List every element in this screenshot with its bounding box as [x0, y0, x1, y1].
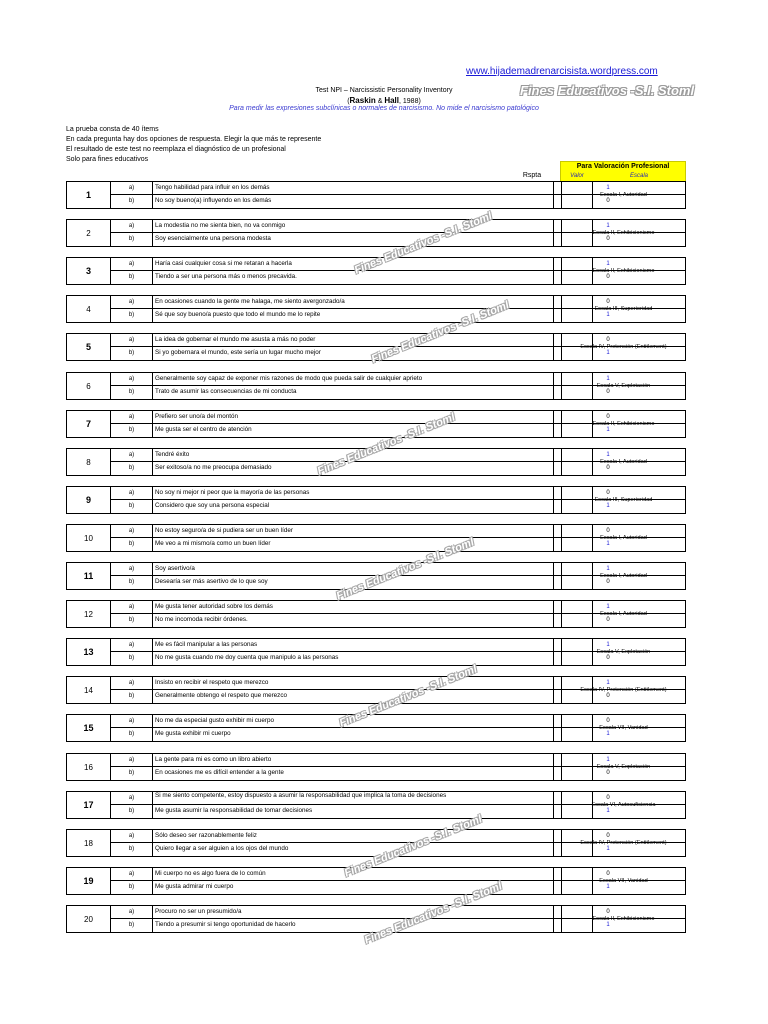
intro-line: El resultado de este test no reemplaza el diagnóstico de un profesional [66, 146, 286, 153]
option-a-text: Me gusta tener autoridad sobre los demás [154, 601, 554, 613]
option-b-text: No me incomoda recibir órdenes. [154, 614, 554, 627]
value-a: 0 [606, 718, 610, 724]
professional-title: Para Valoración Profesional [576, 163, 670, 170]
question-number: 5 [67, 334, 111, 360]
question-block [66, 791, 686, 819]
question-number: 19 [67, 868, 111, 894]
question-number: 11 [67, 563, 111, 589]
option-b-text: Quiero llegar a ser alguien a los ojos del mundo [154, 843, 554, 856]
page-title: Test NPI – Narcissistic Personality Inventory [315, 87, 453, 94]
option-b-text: No soy bueno(a) influyendo en los demás [154, 195, 554, 208]
value-a: 0 [606, 414, 610, 420]
question-number: 14 [67, 677, 111, 703]
question-block [66, 410, 686, 438]
question-block [66, 524, 686, 552]
value-a: 1 [606, 261, 610, 267]
option-a-text: Generalmente soy capaz de exponer mis razones de modo que pueda salir de cualquier aprieto [154, 373, 554, 385]
intro-line: En cada pregunta hay dos opciones de respuesta. Elegir la que más te represente [66, 136, 322, 143]
value-a: 1 [606, 376, 610, 382]
question-number: 20 [67, 906, 111, 932]
value-b: 0 [606, 198, 610, 204]
question-block [66, 333, 686, 361]
intro-text [66, 125, 321, 165]
option-a-text: La modestia no me sienta bien, no va conmigo [154, 220, 554, 232]
option-a-text: Mi cuerpo no es algo fuera de lo común [154, 868, 554, 880]
option-a-letter: a) [111, 411, 153, 423]
question-block [66, 676, 686, 704]
option-b-text: Me gusta ser el centro de atención [154, 424, 554, 437]
option-b-text: Tiendo a presumir si tengo oportunidad de hacerlo [154, 919, 554, 932]
option-b-letter: b) [111, 309, 153, 322]
brand-logo: Fines Educativos -S.I. Stoml [520, 83, 695, 98]
watermark: Fines Educativos -S.I. Stoml [369, 299, 511, 366]
option-b-letter: b) [111, 919, 153, 932]
escala-header: Escala [629, 173, 648, 179]
option-a-text: Insisto en recibir el respeto que merezco [154, 677, 554, 689]
option-a-letter: a) [111, 601, 153, 613]
option-a-text: La idea de gobernar el mundo me asusta a más no poder [154, 334, 554, 346]
option-b-letter: b) [111, 690, 153, 703]
option-a-letter: a) [111, 258, 153, 270]
scale-label: Escala V, Explotación [561, 639, 685, 665]
watermark: Fines Educativos -S.I. Stoml [362, 880, 504, 947]
option-a-text: No me da especial gusto exhibir mi cuerpo [154, 715, 554, 727]
option-b-text: En ocasiones me es difícil entender a la gente [154, 767, 554, 780]
value-a: 1 [606, 185, 610, 191]
option-a-letter: a) [111, 449, 153, 461]
question-block [66, 829, 686, 857]
option-a-text: Tendré éxito [154, 449, 554, 461]
value-b: 1 [606, 846, 610, 852]
scale-label: Escala I, Autoridad [561, 182, 685, 208]
value-b: 1 [606, 350, 610, 356]
authors-line [0, 96, 768, 105]
watermark: Fines Educativos -S.I. Stoml [352, 210, 494, 277]
option-b-text: Trato de asumir las consecuencias de mi conducta [154, 386, 554, 399]
valor-header: Valor [570, 173, 584, 179]
option-b-letter: b) [111, 500, 153, 513]
subtitle: Para medir las expresiones subclínicas o normales de narcisismo. No mide el narcisismo patológico [229, 105, 539, 112]
option-b-letter: b) [111, 881, 153, 894]
value-a: 1 [606, 566, 610, 572]
option-a-text: Si me siento competente, estoy dispuesto a asumir la responsabilidad que implica la toma de decisiones [154, 792, 554, 804]
scale-label: Escala I, Autoridad [561, 449, 685, 475]
option-b-letter: b) [111, 538, 153, 551]
question-block [66, 714, 686, 742]
value-b: 0 [606, 693, 610, 699]
value-a: 0 [606, 490, 610, 496]
value-b: 1 [606, 427, 610, 433]
watermark: Fines Educativos -S.I. Stoml [342, 813, 484, 880]
question-number: 4 [67, 296, 111, 322]
option-b-letter: b) [111, 767, 153, 780]
question-number: 1 [67, 182, 111, 208]
professional-header [560, 161, 686, 182]
option-b-letter: b) [111, 462, 153, 475]
question-number: 3 [67, 258, 111, 284]
option-b-text: Me gusta admirar mi cuerpo [154, 881, 554, 894]
option-b-letter: b) [111, 614, 153, 627]
value-a: 1 [606, 452, 610, 458]
question-number: 16 [67, 754, 111, 780]
value-b: 1 [606, 922, 610, 928]
question-block [66, 486, 686, 514]
value-a: 0 [606, 528, 610, 534]
value-a: 0 [606, 871, 610, 877]
option-b-text: Me gusta exhibir mi cuerpo [154, 728, 554, 741]
scale-label: Escala II, Exhibicionismo [561, 220, 685, 246]
value-b: 0 [606, 236, 610, 242]
authors-open: ( [347, 98, 350, 105]
scale-label: Escala IV, Pretensión (Entitlement) [561, 334, 685, 360]
question-number: 13 [67, 639, 111, 665]
value-b: 0 [606, 465, 610, 471]
watermark: Fines Educativos -S.I. Stoml [315, 411, 457, 478]
scale-label: Escala II, Exhibicionismo [561, 411, 685, 437]
question-block [66, 181, 686, 209]
option-b-text: Me gusta asumir la responsabilidad de tomar decisiones [154, 805, 554, 818]
question-block [66, 905, 686, 933]
option-a-letter: a) [111, 677, 153, 689]
scale-label: Escala VII, Vanidad [561, 715, 685, 741]
option-a-text: Procuro no ser un presumido/a [154, 906, 554, 918]
option-b-letter: b) [111, 843, 153, 856]
author-hall: Hall [384, 96, 399, 105]
option-b-text: Ser exitoso/a no me preocupa demasiado [154, 462, 554, 475]
option-b-letter: b) [111, 652, 153, 665]
option-a-letter: a) [111, 525, 153, 537]
value-b: 0 [606, 579, 610, 585]
option-b-text: Si yo gobernara el mundo, este sería un lugar mucho mejor [154, 347, 554, 360]
scale-label: Escala IV, Pretensión (Entitlement) [561, 830, 685, 856]
intro-line: Solo para fines educativos [66, 156, 149, 163]
value-a: 1 [606, 604, 610, 610]
question-block [66, 257, 686, 285]
rspta-header: Rspta [522, 172, 542, 179]
intro-line: La prueba consta de 40 ítems [66, 126, 159, 133]
question-block [66, 753, 686, 781]
option-b-letter: b) [111, 805, 153, 818]
question-block [66, 600, 686, 628]
question-number: 10 [67, 525, 111, 551]
option-b-text: Generalmente obtengo el respeto que merezco [154, 690, 554, 703]
value-b: 1 [606, 808, 610, 814]
option-a-text: Me es fácil manipular a las personas [154, 639, 554, 651]
value-b: 0 [606, 617, 610, 623]
question-number: 6 [67, 373, 111, 399]
value-b: 1 [606, 541, 610, 547]
scale-label: Escala VII, Vanidad [561, 868, 685, 894]
value-a: 0 [606, 795, 610, 801]
option-a-letter: a) [111, 373, 153, 385]
value-b: 1 [606, 312, 610, 318]
option-a-letter: a) [111, 220, 153, 232]
option-b-text: Soy esencialmente una persona modesta [154, 233, 554, 246]
option-b-letter: b) [111, 576, 153, 589]
scale-label: Escala III, Superioridad [561, 487, 685, 513]
question-number: 8 [67, 449, 111, 475]
value-a: 0 [606, 833, 610, 839]
scale-label: Escala IV, Pretensión (Entitlement) [561, 677, 685, 703]
value-a: 0 [606, 299, 610, 305]
question-block [66, 295, 686, 323]
option-b-text: Me veo a mi mismo/a como un buen líder [154, 538, 554, 551]
value-b: 1 [606, 503, 610, 509]
question-block [66, 638, 686, 666]
option-a-text: No soy ni mejor ni peor que la mayoría de las personas [154, 487, 554, 499]
option-a-letter: a) [111, 182, 153, 194]
option-a-letter: a) [111, 830, 153, 842]
value-b: 0 [606, 274, 610, 280]
scale-label: Escala III, Superioridad [561, 296, 685, 322]
question-block [66, 562, 686, 590]
option-b-text: No me gusta cuando me doy cuenta que manipulo a las personas [154, 652, 554, 665]
option-a-letter: a) [111, 868, 153, 880]
question-block [66, 448, 686, 476]
option-a-letter: a) [111, 296, 153, 308]
option-b-text: Considero que soy una persona especial [154, 500, 554, 513]
question-block [66, 219, 686, 247]
scale-label: Escala V, Explotación [561, 754, 685, 780]
option-b-letter: b) [111, 195, 153, 208]
scale-label: Escala II, Exhibicionismo [561, 258, 685, 284]
authors-year: , 1988) [399, 98, 421, 105]
question-number: 2 [67, 220, 111, 246]
question-number: 7 [67, 411, 111, 437]
option-a-letter: a) [111, 792, 153, 804]
option-a-text: En ocasiones cuando la gente me halaga, me siento avergonzado/a [154, 296, 554, 308]
value-b: 0 [606, 770, 610, 776]
scale-label: Escala I, Autoridad [561, 525, 685, 551]
option-a-text: Tengo habilidad para influir en los demás [154, 182, 554, 194]
option-a-letter: a) [111, 906, 153, 918]
value-b: 0 [606, 389, 610, 395]
option-a-text: Prefiero ser uno/a del montón [154, 411, 554, 423]
option-a-letter: a) [111, 754, 153, 766]
option-a-text: Haría casi cualquier cosa si me retaran a hacerla [154, 258, 554, 270]
option-a-text: Sólo deseo ser razonablemente feliz [154, 830, 554, 842]
option-a-letter: a) [111, 639, 153, 651]
scale-label: Escala I, Autoridad [561, 563, 685, 589]
option-b-letter: b) [111, 424, 153, 437]
option-a-letter: a) [111, 715, 153, 727]
site-link[interactable]: www.hijademadrenarcisista.wordpress.com [466, 66, 658, 77]
option-b-text: Sé que soy bueno/a puesto que todo el mundo me lo repite [154, 309, 554, 322]
option-a-letter: a) [111, 334, 153, 346]
value-a: 1 [606, 757, 610, 763]
value-b: 1 [606, 884, 610, 890]
watermark: Fines Educativos -S.I. Stoml [334, 536, 476, 603]
value-b: 0 [606, 655, 610, 661]
question-number: 12 [67, 601, 111, 627]
option-a-letter: a) [111, 563, 153, 575]
scale-label: Escala VI, Autosuficiencia [561, 792, 685, 818]
question-block [66, 372, 686, 400]
value-a: 0 [606, 337, 610, 343]
option-b-letter: b) [111, 347, 153, 360]
scale-label: Escala II, Exhibicionismo [561, 906, 685, 932]
option-a-letter: a) [111, 487, 153, 499]
option-a-text: No estoy seguro/a de si pudiera ser un buen líder [154, 525, 554, 537]
option-a-text: Soy asertivo/a [154, 563, 554, 575]
value-a: 1 [606, 223, 610, 229]
option-b-letter: b) [111, 386, 153, 399]
option-b-letter: b) [111, 728, 153, 741]
option-b-letter: b) [111, 271, 153, 284]
authors-and: & [375, 98, 385, 105]
value-a: 0 [606, 909, 610, 915]
question-number: 15 [67, 715, 111, 741]
option-b-text: Desearía ser más asertivo de lo que soy [154, 576, 554, 589]
value-b: 1 [606, 731, 610, 737]
author-raskin: Raskin [349, 96, 376, 105]
question-block [66, 867, 686, 895]
question-number: 17 [67, 792, 111, 818]
option-b-letter: b) [111, 233, 153, 246]
value-a: 1 [606, 642, 610, 648]
question-number: 18 [67, 830, 111, 856]
option-a-text: La gente para mi es como un libro abierto [154, 754, 554, 766]
scale-label: Escala V, Explotación [561, 373, 685, 399]
watermark: Fines Educativos -S.I. Stoml [337, 663, 479, 730]
question-number: 9 [67, 487, 111, 513]
value-a: 1 [606, 680, 610, 686]
option-b-text: Tiendo a ser una persona más o menos precavida. [154, 271, 554, 284]
scale-label: Escala I, Autoridad [561, 601, 685, 627]
